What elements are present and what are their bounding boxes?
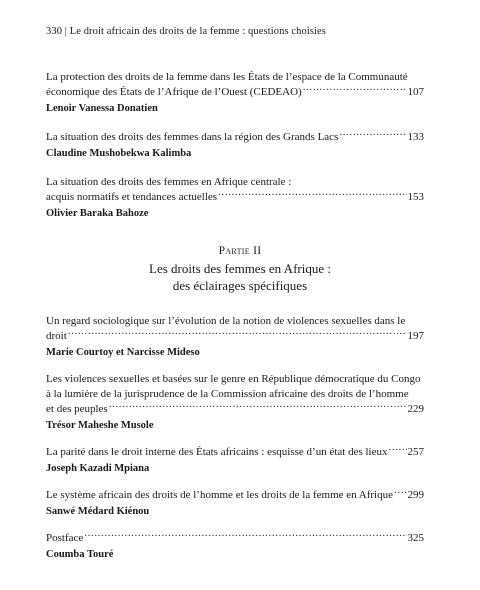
page-number: 153 <box>407 191 424 203</box>
entry-title-line: et des peuples <box>46 403 108 415</box>
entry-author: Marie Courtoy et Narcisse Mideso <box>46 347 200 358</box>
toc-entry <box>46 130 424 161</box>
toc-entry <box>46 175 424 221</box>
entry-title-line: Postface <box>46 532 84 544</box>
toc-entry <box>46 531 424 562</box>
entry-title-line: à la lumière de la jurisprudence de la Commission africaine des droits de l’homme <box>46 388 409 400</box>
entry-title-line: Un regard sociologique sur l’évolution de la notion de violences sexuelles dans le <box>46 315 406 327</box>
entry-title-last-line <box>46 190 424 205</box>
toc-entry <box>46 372 424 433</box>
entry-title-line: acquis normatifs et tendances actuelles <box>46 191 218 203</box>
part-title-line: Les droits des femmes en Afrique : <box>149 261 331 276</box>
leader-dots <box>68 329 407 339</box>
leader-dots <box>109 402 407 412</box>
entry-title-line: La situation des droits des femmes en Afrique centrale : <box>46 176 292 188</box>
page-number: 325 <box>407 532 424 544</box>
entry-title-line: La situation des droits des femmes dans la région des Grands Lacs <box>46 131 339 143</box>
entry-title-last-line <box>46 488 424 503</box>
toc-section-top <box>46 70 424 221</box>
toc-section-bottom <box>46 314 424 562</box>
page-number: 257 <box>407 446 424 458</box>
entry-author: Trésor Maheshe Musole <box>46 420 154 431</box>
part-heading <box>0 245 480 294</box>
entry-author: Coumba Touré <box>46 549 114 560</box>
part-title <box>0 260 480 294</box>
leader-dots <box>389 445 407 455</box>
entry-title-line: Le système africain des droits de l’homme et les droits de la femme en Afrique <box>46 489 393 501</box>
leader-dots <box>218 190 406 200</box>
leader-dots <box>394 488 407 498</box>
toc-entry <box>46 70 424 116</box>
toc-entry <box>46 314 424 360</box>
entry-author: Joseph Kazadi Mpiana <box>46 463 150 474</box>
page-number: 229 <box>407 403 424 415</box>
entry-author: Sanwé Médard Kiénou <box>46 506 150 517</box>
entry-author: Claudine Mushobekwa Kalimba <box>46 148 192 159</box>
entry-author: Olivier Baraka Bahoze <box>46 208 149 219</box>
page-number: 107 <box>407 86 424 98</box>
entry-title-last-line <box>46 445 424 460</box>
entry-title-last-line <box>46 130 424 145</box>
running-head: 330 | Le droit africain des droits de la femme : questions choisies <box>46 26 326 37</box>
page-number: 133 <box>407 131 424 143</box>
entry-title-line: droit <box>46 330 67 342</box>
entry-title-last-line <box>46 402 424 417</box>
leader-dots <box>303 85 407 95</box>
entry-title-line: La protection des droits de la femme dans les États de l’espace de la Communauté <box>46 71 408 83</box>
page-number: 299 <box>407 489 424 501</box>
entry-author: Lenoir Vanessa Donatien <box>46 103 158 114</box>
entry-title-last-line <box>46 531 424 546</box>
toc-entry <box>46 488 424 519</box>
entry-title-line: La parité dans le droit interne des États africains : esquisse d’un état des lieux <box>46 446 388 458</box>
entry-title-line: économique des États de l’Afrique de l’Ouest (CEDEAO) <box>46 86 302 98</box>
part-label: Partie II <box>218 245 262 257</box>
part-title-line: des éclairages spécifiques <box>172 278 308 293</box>
entry-title-line: Les violences sexuelles et basées sur le genre en République démocratique du Congo <box>46 373 421 385</box>
leader-dots <box>84 531 406 541</box>
leader-dots <box>339 130 406 140</box>
entry-title-last-line <box>46 329 424 344</box>
toc-entry <box>46 445 424 476</box>
page-number: 197 <box>407 330 424 342</box>
entry-title-last-line <box>46 85 424 100</box>
